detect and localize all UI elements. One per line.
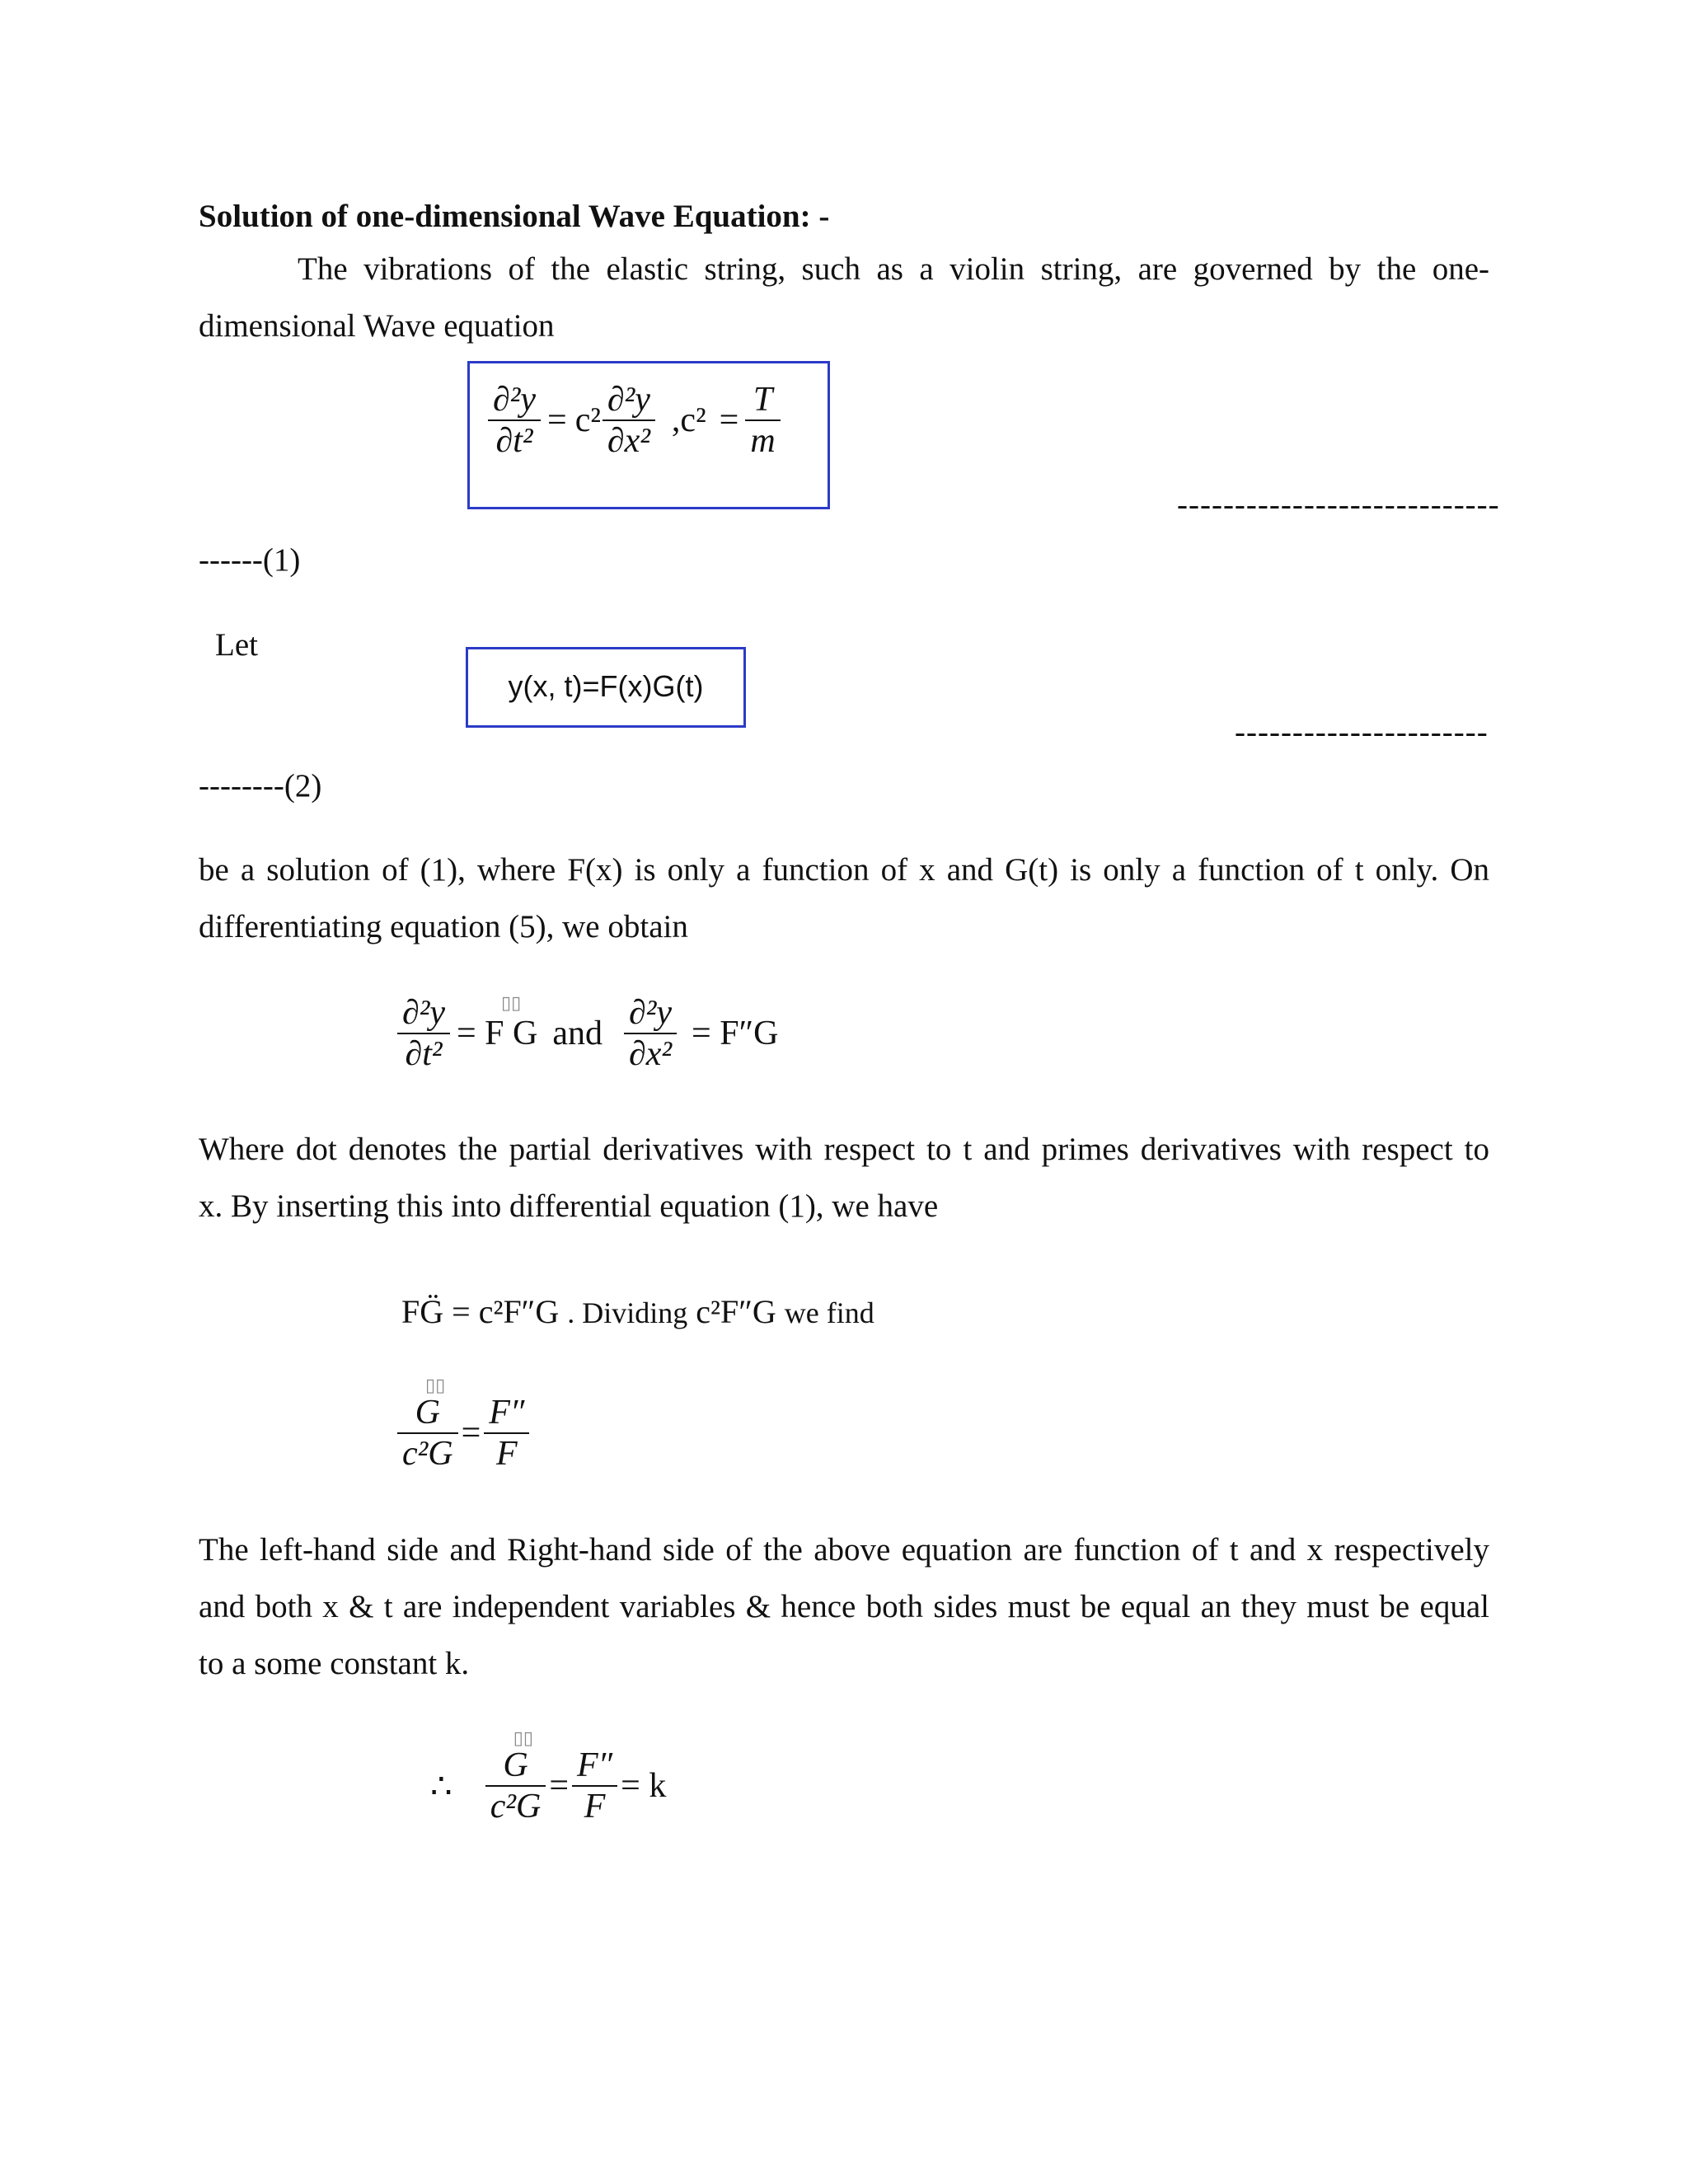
paragraph-4-line-3: to a some constant k.	[199, 1646, 470, 1681]
separation-box	[466, 647, 746, 728]
t-over-m-fraction	[745, 380, 780, 462]
d2y-dx2-fraction	[624, 993, 677, 1075]
equals-sign: =	[461, 1414, 481, 1453]
comma-c-squared: ,c²	[671, 401, 706, 440]
fraction-numerator: ∂²y	[624, 993, 677, 1034]
fraction-denominator: ∂t²	[405, 1035, 443, 1074]
wave-equation	[488, 380, 781, 462]
f-prime-over-f-fraction	[484, 1393, 529, 1474]
fraction-denominator: ∂t²	[495, 422, 533, 461]
fg-term	[450, 992, 544, 1053]
equation-label-1: ------(1)	[199, 542, 301, 578]
dividing-text: . Dividing	[567, 1296, 688, 1329]
paragraph-4-line-2: and both x & t are independent variables & hence both sides must be equal an they must be equal	[199, 1589, 1489, 1624]
dash-leader-2: ----------------------	[1235, 715, 1489, 750]
wave-equation-box	[467, 361, 830, 509]
f-prime-over-f-fraction	[572, 1746, 617, 1827]
paragraph-1-line-1: The vibrations of the elastic string, such as a violin string, are governed by the one-	[298, 251, 1489, 287]
let-text: Let	[215, 627, 258, 663]
paragraph-3-line-1: Where dot denotes the partial derivatives with respect to t and primes derivatives with respect to	[199, 1132, 1489, 1167]
equals-sign: =	[549, 1767, 569, 1806]
dash-leader-1: ----------------------------	[1177, 487, 1500, 523]
d2y-dt2-fraction	[488, 380, 541, 462]
paragraph-3-line-2: x. By inserting this into differential equation (1), we have	[199, 1188, 939, 1224]
fraction-numerator: T	[745, 380, 780, 421]
fraction-numerator: ∂²y	[603, 380, 655, 421]
paragraph-2-line-2: differentiating equation (5), we obtain	[199, 909, 688, 944]
derivative-equations	[397, 993, 785, 1075]
equation-label-2: --------(2)	[199, 768, 322, 804]
equals-sign: =	[719, 401, 739, 440]
equals-sign: =	[547, 401, 567, 440]
dot-placeholder-icon: ▯▯	[501, 992, 522, 1014]
fraction-denominator: F	[496, 1435, 518, 1474]
fraction-numerator: ∂²y	[488, 380, 541, 421]
fraction-denominator: c²G	[402, 1435, 453, 1474]
dot-placeholder-icon: ▯▯	[425, 1375, 446, 1395]
fraction-denominator: F	[584, 1788, 606, 1826]
paragraph-1-line-2: dimensional Wave equation	[199, 308, 555, 344]
and-word: and	[552, 1015, 603, 1053]
dot-placeholder-icon: ▯▯	[513, 1727, 533, 1748]
constant-equation	[430, 1727, 673, 1827]
substituted-lhs: FG̈ = c²F″G	[401, 1293, 560, 1330]
fraction-denominator: ∂x²	[607, 422, 650, 461]
we-find-text: we find	[784, 1296, 874, 1329]
g-over-c2g-fraction	[397, 1375, 458, 1474]
fg-term-text: = F G	[457, 1015, 538, 1053]
paragraph-4-line-1: The left-hand side and Right-hand side of the above equation are function of t and x respectively	[199, 1532, 1489, 1568]
fraction-denominator: c²G	[490, 1788, 542, 1826]
page-heading: Solution of one-dimensional Wave Equation: -	[199, 199, 830, 234]
paragraph-2-line-1: be a solution of (1), where F(x) is only a function of x and G(t) is only a function of t only. On	[199, 852, 1489, 888]
ratio-equation	[397, 1375, 529, 1474]
fraction-numerator: F″	[484, 1393, 529, 1434]
c-squared: c²	[574, 401, 601, 440]
fraction-denominator: ∂x²	[629, 1035, 673, 1074]
fraction-denominator: m	[750, 422, 776, 461]
divisor-term: c²F″G	[696, 1293, 776, 1330]
separation-equation: y(x, t)=F(x)G(t)	[508, 669, 704, 703]
therefore-icon: ∴	[430, 1768, 452, 1807]
fraction-numerator: ∂²y	[397, 993, 450, 1034]
f-double-prime-g: = F″G	[692, 1015, 779, 1053]
d2y-dx2-fraction	[603, 380, 655, 462]
fraction-numerator: F″	[572, 1746, 617, 1787]
g-over-c2g-fraction	[485, 1727, 546, 1827]
d2y-dt2-fraction	[397, 993, 450, 1075]
equals-k: = k	[621, 1767, 667, 1806]
fraction-numerator: G	[485, 1746, 546, 1787]
substituted-equation	[401, 1292, 874, 1332]
fraction-numerator: G	[397, 1393, 458, 1434]
